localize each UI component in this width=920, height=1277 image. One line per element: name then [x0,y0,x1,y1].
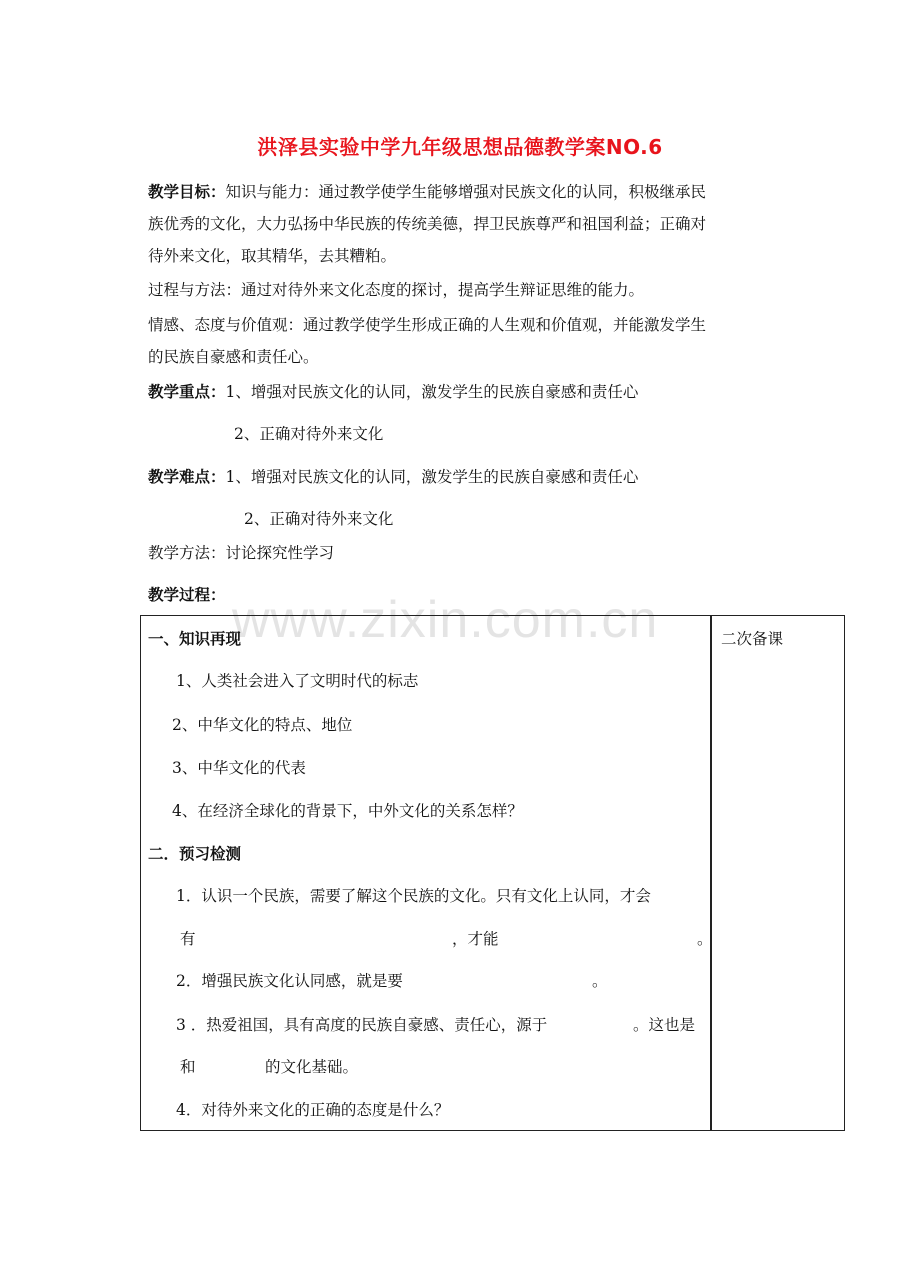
section-1-heading: 一、知识再现 [148,630,242,648]
objectives-line-1 [148,181,706,203]
section-1-item-2: 2、中华文化的特点、地位 [172,716,353,734]
difficulty-2: 2、正确对待外来文化 [244,510,394,528]
question-3-basis: 的文化基础。 [265,1058,359,1076]
teaching-method: 教学方法：讨论探究性学习 [148,544,335,562]
document-title: 洪泽县实验中学九年级思想品德教学案NO.6 [257,135,663,159]
question-1-has: 有 [180,930,196,948]
question-2: 2．增强民族文化认同感，就是要 [176,972,403,990]
second-prep-header: 二次备课 [721,630,784,648]
question-3-and: 和 [180,1058,196,1076]
question-2-end: 。 [592,972,608,990]
process-method-line: 过程与方法：通过对待外来文化态度的探讨，提高学生辩证思维的能力。 [148,281,645,299]
key-points-label: 教学重点： [148,383,226,401]
question-1-comma: ，才能 [452,930,499,948]
objectives-line-2: 族优秀的文化，大力弘扬中华民族的传统美德，捍卫民族尊严和祖国利益；正确对 [148,215,707,233]
section-1-item-1: 1、人类社会进入了文明时代的标志 [176,672,419,690]
key-points-line-1 [148,381,638,403]
emotion-line-2: 的民族自豪感和责任心。 [148,348,319,366]
difficulties-label: 教学难点： [148,468,226,486]
objectives-line-3: 待外来文化，取其精华，去其糟粕。 [148,247,397,265]
section-1-item-4: 4、在经济全球化的背景下，中外文化的关系怎样？ [172,802,523,820]
question-3-line-1: 3 ．热爱祖国，具有高度的民族自豪感、责任心，源于 [176,1016,548,1034]
question-1-line-1: 1．认识一个民族，需要了解这个民族的文化。只有文化上认同，才会 [176,887,651,905]
watermark: www.zixin.com.cn [232,591,659,649]
emotion-line-1: 情感、态度与价值观：通过教学使学生形成正确的人生观和价值观，并能激发学生 [148,316,707,334]
difficulties-line-1 [148,466,638,488]
table-column-divider [710,615,712,1131]
process-label: 教学过程： [148,586,226,604]
objectives-text-1: 知识与能力：通过教学使学生能够增强对民族文化的认同，积极继承民 [225,183,707,201]
section-1-item-3: 3、中华文化的代表 [172,759,306,777]
key-point-1: 1、增强对民族文化的认同，激发学生的民族自豪感和责任心 [225,383,639,401]
difficulty-1: 1、增强对民族文化的认同，激发学生的民族自豪感和责任心 [225,468,639,486]
lesson-table [140,615,845,1131]
section-2-heading: 二．预习检测 [148,845,242,863]
question-3-tail: 。这也是 [633,1016,696,1034]
objectives-label: 教学目标： [148,183,226,201]
question-4: 4．对待外来文化的正确的态度是什么？ [176,1101,450,1119]
question-1-end: 。 [697,930,713,948]
key-point-2: 2、正确对待外来文化 [234,425,384,443]
